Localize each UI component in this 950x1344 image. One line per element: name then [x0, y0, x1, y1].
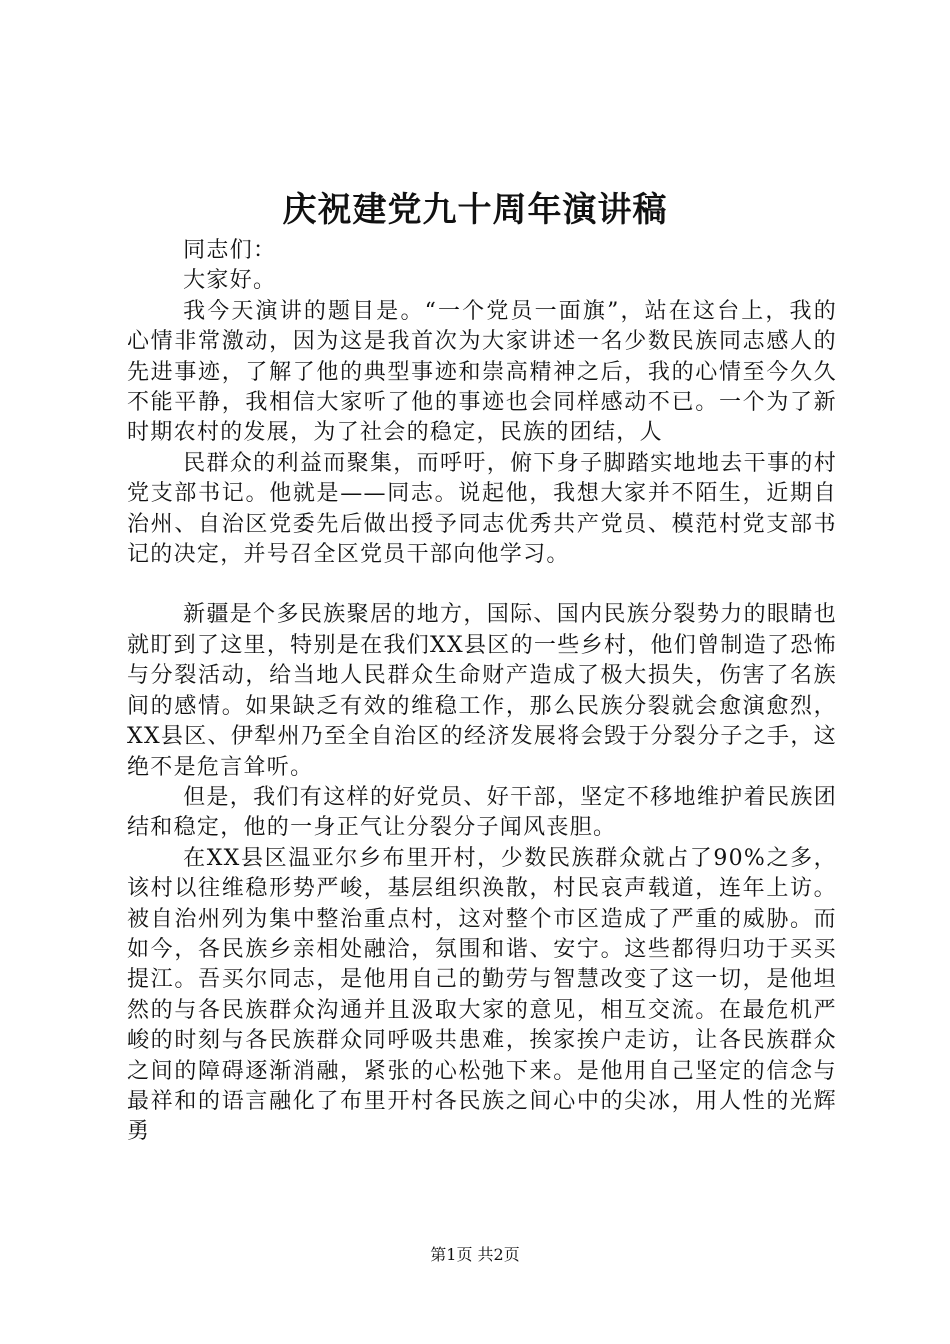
greeting: 大家好。	[183, 268, 277, 294]
document-body	[127, 236, 837, 1148]
body-paragraph: 在XX县区温亚尔乡布里开村，少数民族群众就占了90%之多，该村以往维稳形势严峻，基层组织涣散，村民哀声载道，连年上访。被自治州列为集中整治重点村，这对整个市区造成了严重的威胁。而如今，各民族乡亲相处融洽，氛围和谐、安宁。这些都得归功于买买提江。吾买尔同志，是他用自己的勤劳与智慧改变了这一切，是他坦然的与各民族群众沟通并且汲取大家的意见，相互交流。在最危机严峻的时刻与各民族群众同呼吸共患难，挨家挨户走访，让各民族群众之间的障碍逐渐消融，紧张的心松弛下来。是他用自己坚定的信念与最祥和的语言融化了布里开村各民族之间心中的尖冰，用人性的光辉勇	[127, 845, 837, 1145]
document-title: 庆祝建党九十周年演讲稿	[282, 190, 668, 230]
body-paragraph: 但是，我们有这样的好党员、好干部，坚定不移地维护着民族团结和稳定，他的一身正气让分裂分子闻风丧胆。	[127, 784, 837, 841]
body-paragraph: 我今天演讲的题目是。“一个党员一面旗”，站在这台上，我的心情非常激动，因为这是我首次为大家讲述一名少数民族同志感人的先进事迹，了解了他的典型事迹和崇高精神之后，我的心情至今久久不能平静，我相信大家听了他的事迹也会同样感动不已。一个为了新时期农村的发展，为了社会的稳定，民族的团结，人	[127, 298, 837, 446]
body-paragraph: 民群众的利益而聚集，而呼吁，俯下身子脚踏实地地去干事的村党支部书记。他就是——同志。说起他，我想大家并不陌生，近期自治州、自治区党委先后做出授予同志优秀共产党员、模范村党支部书记的决定，并号召全区党员干部向他学习。	[127, 450, 837, 568]
page-number-footer: 第1页 共2页	[430, 1245, 520, 1264]
body-paragraph: 新疆是个多民族聚居的地方，国际、国内民族分裂势力的眼睛也就盯到了这里，特别是在我们XX县区的一些乡村，他们曾制造了恐怖与分裂活动，给当地人民群众生命财产造成了极大损失，伤害了名族间的感情。如果缺乏有效的维稳工作，那么民族分裂就会愈演愈烈，XX县区、伊犁州乃至全自治区的经济发展将会毁于分裂分子之手，这绝不是危言耸听。	[127, 602, 837, 780]
salutation: 同志们：	[183, 238, 277, 263]
